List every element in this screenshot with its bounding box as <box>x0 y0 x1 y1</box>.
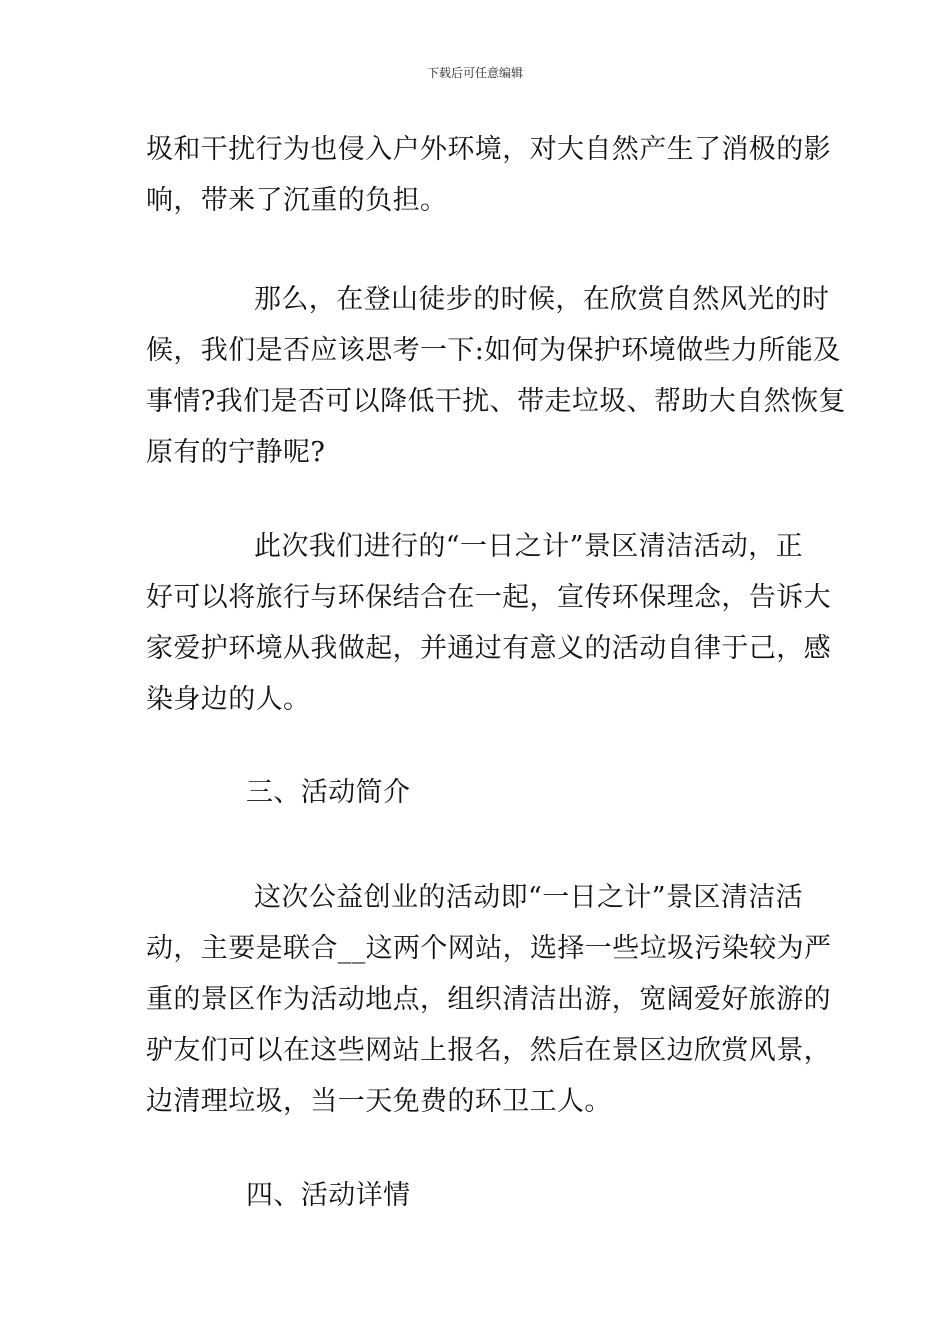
paragraph-reflection <box>146 274 846 478</box>
section-heading-activity-intro: 三、活动简介 <box>246 777 411 808</box>
paragraph-line: 重的景区作为活动地点，组织清洁出游，宽阔爱好旅游的 <box>146 984 831 1015</box>
paragraph-line: 驴友们可以在这些网站上报名，然后在景区边欣赏风景， <box>146 1035 831 1066</box>
paragraph-line: 边清理垃圾，当一天免费的环卫工人。 <box>146 1086 612 1117</box>
paragraph-continued <box>146 124 831 226</box>
paragraph-activity-purpose <box>146 521 831 725</box>
paragraph-line: 圾和干扰行为也侵入户外环境，对大自然产生了消极的影 <box>146 134 831 165</box>
section-heading-activity-details: 四、活动详情 <box>246 1180 411 1211</box>
paragraph-line: 原有的宁静呢? <box>146 437 326 468</box>
paragraph-line: 动，主要是联合__这两个网站，选择一些垃圾污染较为严 <box>146 933 832 964</box>
paragraph-activity-intro <box>146 872 832 1127</box>
paragraph-line: 这次公益创业的活动即“一日之计”景区清洁活 <box>254 882 804 913</box>
paragraph-line: 事情?我们是否可以降低干扰、带走垃圾、帮助大自然恢复 <box>146 386 846 417</box>
paragraph-line: 此次我们进行的“一日之计”景区清洁活动，正 <box>254 531 804 562</box>
paragraph-line: 好可以将旅行与环保结合在一起，宣传环保理念，告诉大 <box>146 582 831 613</box>
paragraph-line: 染身边的人。 <box>146 684 311 715</box>
paragraph-line: 那么，在登山徒步的时候，在欣赏自然风光的时 <box>254 284 830 315</box>
header-note: 下载后可任意编辑 <box>426 66 523 80</box>
paragraph-line: 家爱护环境从我做起，并通过有意义的活动自律于己，感 <box>146 633 831 664</box>
paragraph-line: 候，我们是否应该思考一下:如何为保护环境做些力所能及 <box>146 335 841 366</box>
paragraph-line: 响，带来了沉重的负担。 <box>146 185 448 216</box>
